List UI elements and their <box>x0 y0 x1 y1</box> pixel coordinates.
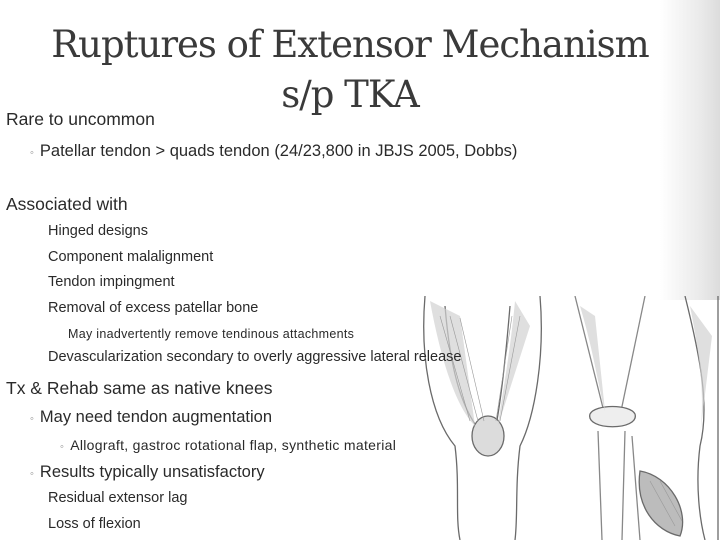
ring-bullet-icon: ◦ <box>30 413 34 425</box>
sub-bullet-patellar-tendon <box>30 141 550 164</box>
bullet-text: Rare to uncommon <box>6 109 155 129</box>
item-text: Devascularization secondary to overly aggressive lateral release <box>48 349 462 365</box>
sub-bullet-text: Results typically unsatisfactory <box>39 463 265 481</box>
item-text: Residual extensor lag <box>48 490 188 506</box>
bullet-associated-with <box>6 194 128 215</box>
slide-title: Ruptures of Extensor Mechanism s/p TKA <box>51 23 649 116</box>
background-shade <box>660 0 720 300</box>
item-removal-patellar-bone <box>48 300 258 316</box>
ring-bullet-icon: ◦ <box>30 147 34 159</box>
item-text: Loss of flexion <box>48 516 141 532</box>
bullet-rare-to-uncommon <box>6 109 155 130</box>
bullet-text: Tx & Rehab same as native knees <box>6 378 273 398</box>
item-text: Component malalignment <box>48 249 214 265</box>
knee-anatomy-illustration <box>400 296 720 540</box>
item-tendon-impingment <box>48 274 175 290</box>
citation-text: (24/23,800 in JBJS 2005, Dobbs) <box>274 142 518 160</box>
item-text: Tendon impingment <box>48 274 175 290</box>
item-component-malalignment <box>48 249 213 265</box>
ring-bullet-icon: ◦ <box>60 441 65 453</box>
item-allograft <box>60 437 396 453</box>
item-tendinous-attachments <box>68 326 354 341</box>
item-loss-of-flexion <box>48 516 141 532</box>
item-hinged-designs <box>48 223 148 239</box>
sub-bullet-text: May need tendon augmentation <box>39 408 272 426</box>
item-devascularization <box>48 349 461 365</box>
item-text: Allograft, gastroc rotational flap, synthetic material <box>70 437 397 453</box>
item-text: Hinged designs <box>48 223 148 239</box>
bullet-text: Associated with <box>6 194 128 214</box>
sub-bullet-results-unsatisfactory <box>30 463 265 482</box>
item-residual-extensor-lag <box>48 490 187 506</box>
sub-bullet-text: Patellar tendon > quads tendon <box>39 142 275 160</box>
bullet-tx-rehab <box>6 378 273 399</box>
ring-bullet-icon: ◦ <box>30 468 34 480</box>
item-text: Removal of excess patellar bone <box>48 300 259 316</box>
item-text: May inadvertently remove tendinous attachments <box>68 327 355 341</box>
sub-bullet-tendon-augmentation <box>30 408 272 427</box>
